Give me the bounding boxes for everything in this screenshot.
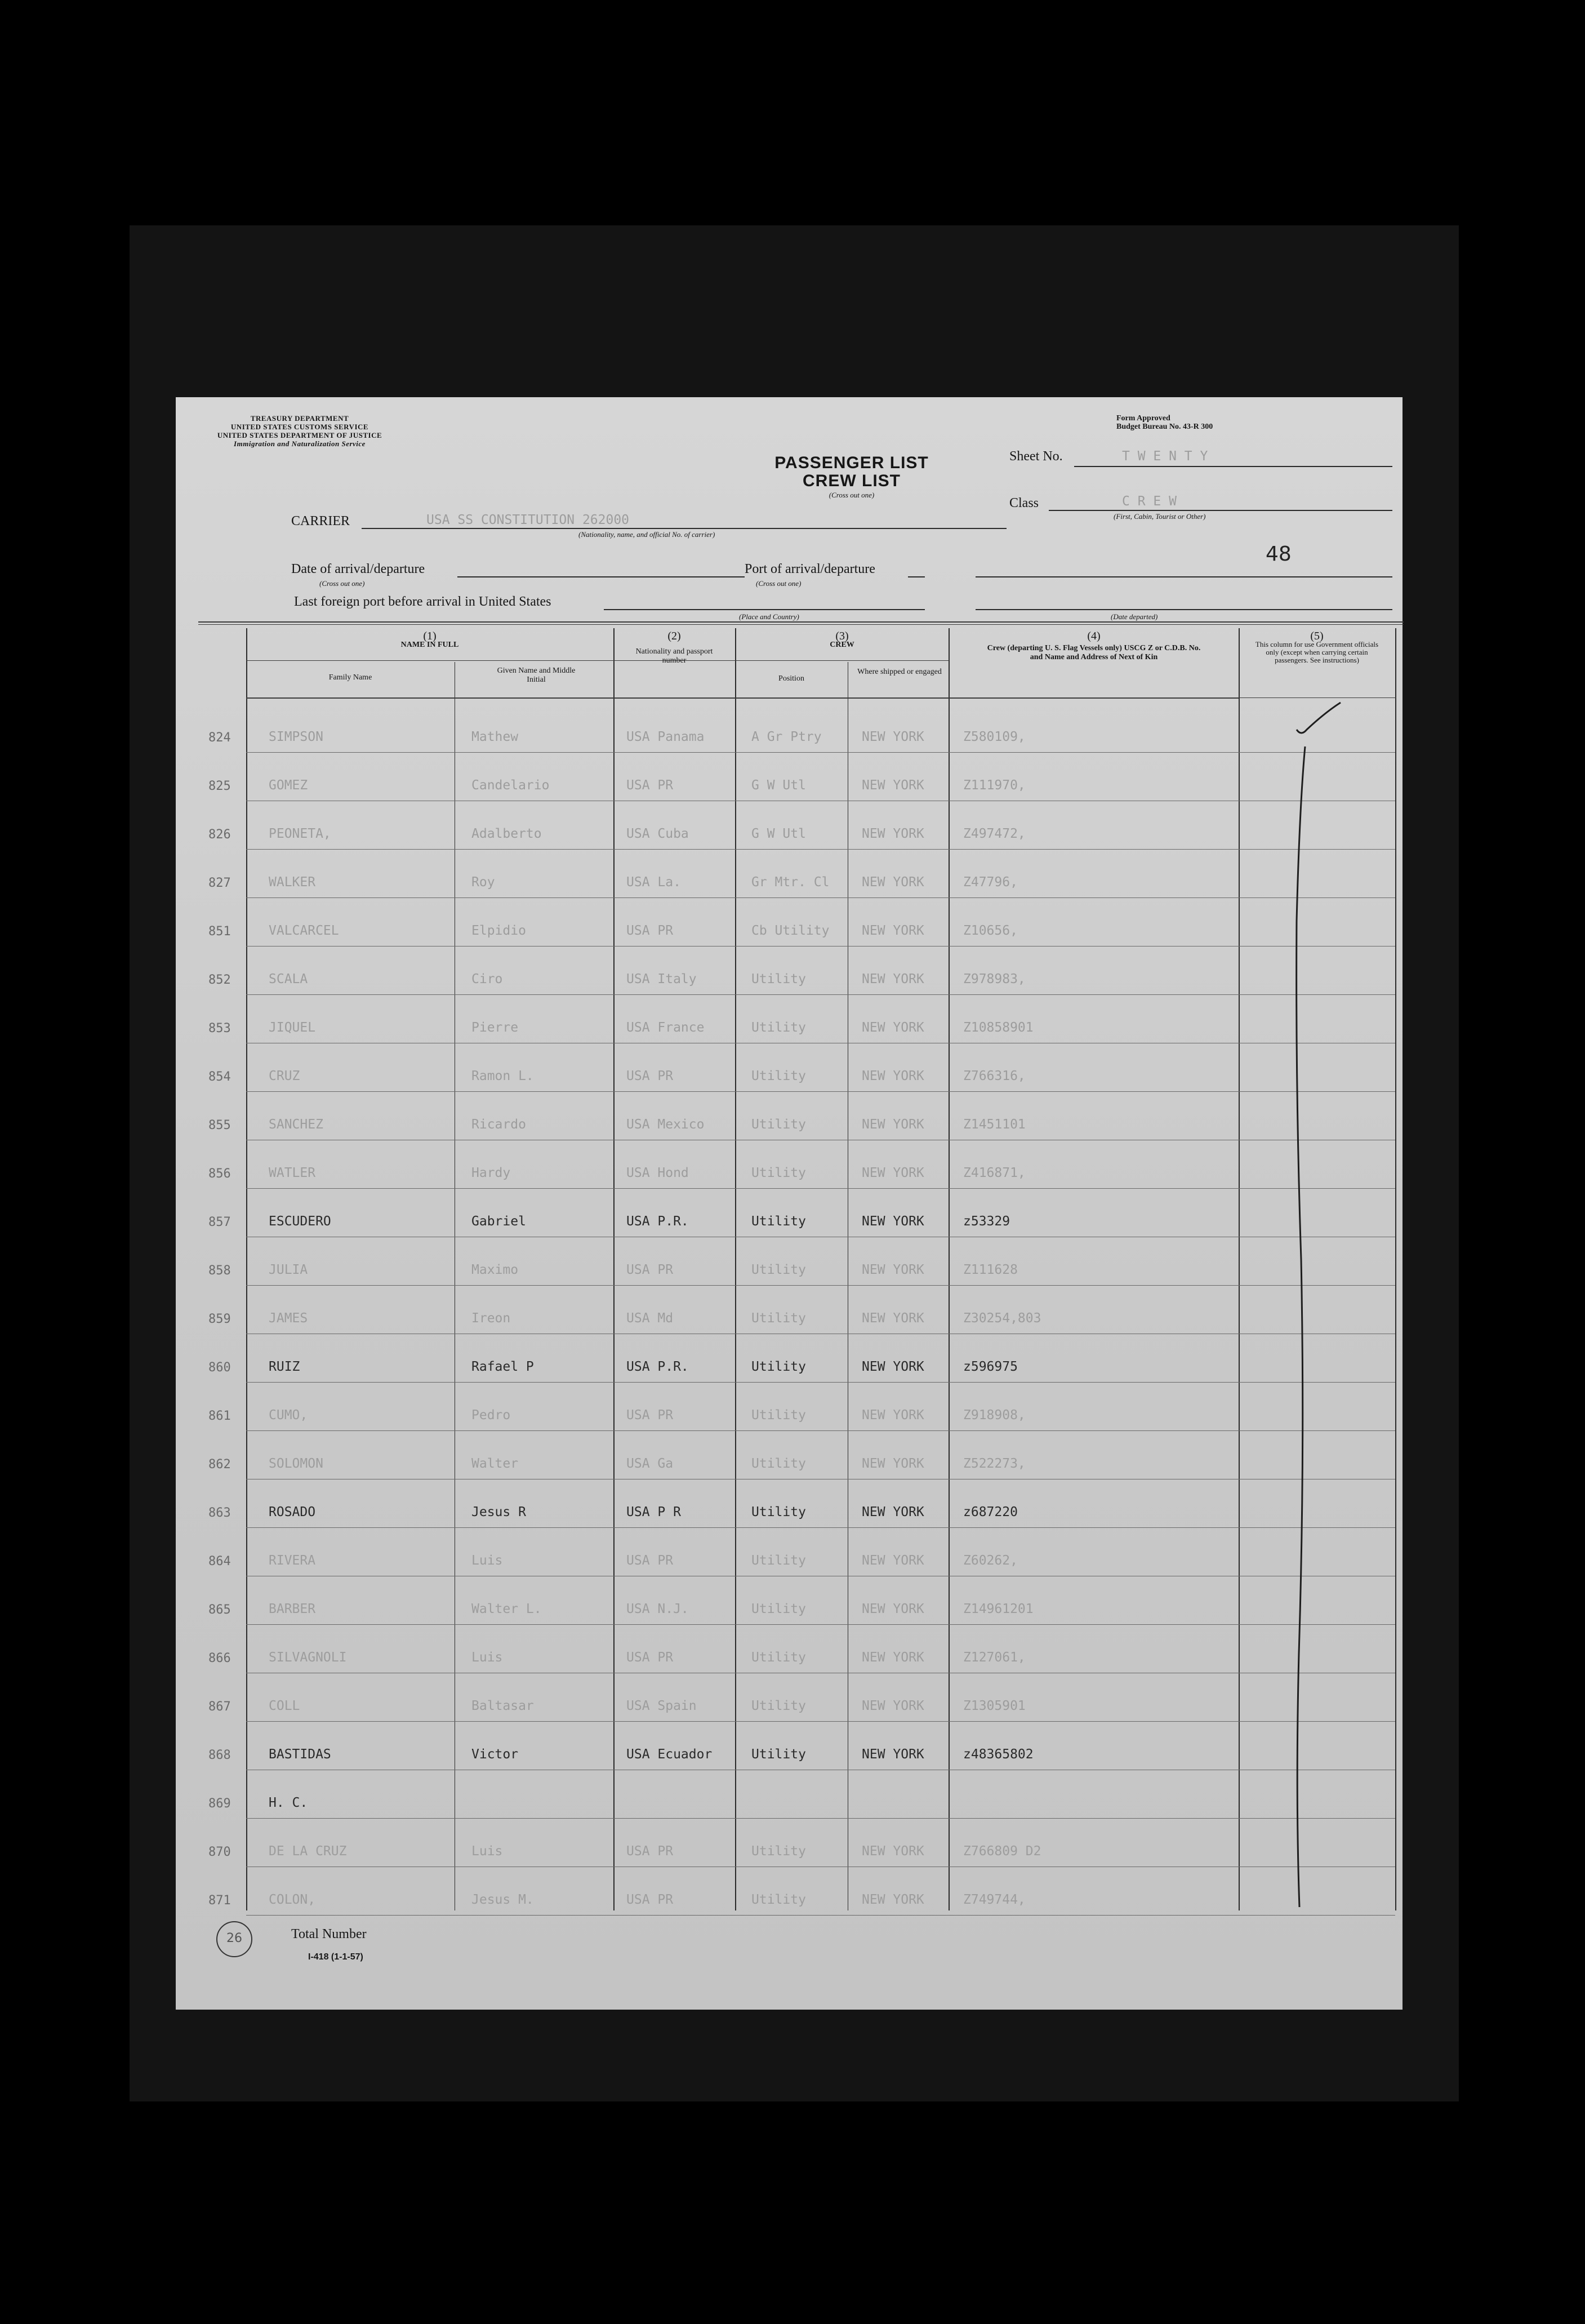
class-label: Class (1009, 496, 1039, 510)
cell-given: Elpidio (471, 923, 526, 938)
row-rule (246, 849, 1395, 850)
cell-pos: Utility (751, 1505, 806, 1519)
cell-nat: USA P.R. (626, 1214, 689, 1229)
total-count: 26 (226, 1931, 242, 1945)
cell-family: SANCHEZ (269, 1117, 323, 1132)
cell-given: Pierre (471, 1020, 519, 1035)
cell-where: NEW YORK (862, 1117, 924, 1132)
cell-family: WATLER (269, 1166, 316, 1180)
cell-given: Walter L. (471, 1602, 542, 1616)
cell-nat: USA La. (626, 875, 681, 890)
col5-header (1243, 632, 1391, 664)
cell-crew: Z416871, (963, 1166, 1026, 1180)
cell-crew: Z30254,803 (963, 1311, 1041, 1326)
cell-given: Candelario (471, 778, 550, 793)
class-value: C R E W (1122, 494, 1177, 509)
row-number: 859 (208, 1312, 231, 1326)
row-rule (246, 1430, 1395, 1431)
cell-pos: Utility (751, 1747, 806, 1762)
cell-crew: Z918908, (963, 1408, 1026, 1423)
cell-crew: Z1451101 (963, 1117, 1026, 1132)
cell-where: NEW YORK (862, 923, 924, 938)
col-position-header: Position (778, 674, 804, 683)
row-rule (246, 1188, 1395, 1189)
cell-crew: Z978983, (963, 972, 1026, 987)
cell-family: ESCUDERO (269, 1214, 331, 1229)
col2-header (618, 632, 731, 665)
col5-title: This column for use Government officials only (except when carrying certain passengers. See instructions) (1255, 640, 1379, 664)
cell-crew: z687220 (963, 1505, 1018, 1519)
date-note: (Cross out one) (319, 579, 365, 588)
row-number: 862 (208, 1458, 231, 1472)
cell-given: Gabriel (471, 1214, 526, 1229)
col1-number: (1) (423, 630, 437, 642)
cell-nat: USA Hond (626, 1166, 689, 1180)
row-number: 824 (208, 731, 231, 745)
cell-where: NEW YORK (862, 1892, 924, 1907)
cell-pos: Cb Utility (751, 923, 830, 938)
cell-where: NEW YORK (862, 1699, 924, 1713)
col4-number: (4) (1087, 630, 1101, 642)
total-number-label: Total Number (291, 1927, 367, 1941)
cell-where: NEW YORK (862, 1747, 924, 1762)
cell-given: Pedro (471, 1408, 511, 1423)
cell-family: COLL (269, 1699, 300, 1713)
last-port-label: Last foreign port before arrival in United States (294, 594, 551, 609)
cell-crew: Z111628 (963, 1263, 1018, 1277)
port-label: Port of arrival/departure (745, 562, 875, 576)
cell-where: NEW YORK (862, 1408, 924, 1423)
cell-where: NEW YORK (862, 826, 924, 841)
cell-nat: USA PR (626, 923, 674, 938)
form-approved-line-1: Form Approved (1116, 414, 1170, 423)
cell-pos: Utility (751, 972, 806, 987)
row-number: 858 (208, 1264, 231, 1278)
cell-family: VALCARCEL (269, 923, 339, 938)
cell-where: NEW YORK (862, 1844, 924, 1859)
cell-nat: USA PR (626, 1263, 674, 1277)
row-number: 864 (208, 1554, 231, 1568)
col2-title: Nationality and passport number (635, 647, 713, 665)
col-family-header: Family Name (328, 673, 372, 682)
cell-given: Walter (471, 1456, 519, 1471)
cell-family: CRUZ (269, 1069, 300, 1083)
cell-crew: Z10858901 (963, 1020, 1034, 1035)
row-number: 856 (208, 1167, 231, 1181)
cell-family: GOMEZ (269, 778, 308, 793)
cell-crew: Z127061, (963, 1650, 1026, 1665)
cell-where: NEW YORK (862, 1166, 924, 1180)
cell-family: SOLOMON (269, 1456, 323, 1471)
row-number: 860 (208, 1361, 231, 1375)
cell-where: NEW YORK (862, 1456, 924, 1471)
carrier-value: USA SS CONSTITUTION 262000 (426, 513, 630, 527)
cell-family: DE LA CRUZ (269, 1844, 347, 1859)
cell-family: BARBER (269, 1602, 316, 1616)
cell-family: H. C. (269, 1796, 308, 1810)
dept-line-1: TREASURY DEPARTMENT (250, 414, 349, 423)
cell-given: Luis (471, 1650, 503, 1665)
row-rule (246, 1818, 1395, 1819)
cell-nat: USA Ga (626, 1456, 674, 1471)
row-number: 853 (208, 1021, 231, 1036)
cell-given: Rafael P (471, 1359, 534, 1374)
cell-nat: USA P.R. (626, 1359, 689, 1374)
cell-crew: Z522273, (963, 1456, 1026, 1471)
cell-family: PEONETA, (269, 826, 331, 841)
cell-pos: Utility (751, 1359, 806, 1374)
col3-number: (3) (835, 630, 849, 642)
cell-pos: Gr Mtr. Cl (751, 875, 830, 890)
cell-family: ROSADO (269, 1505, 316, 1519)
cell-pos: Utility (751, 1263, 806, 1277)
cell-nat: USA PR (626, 1069, 674, 1083)
port-note: (Cross out one) (756, 579, 802, 588)
cell-where: NEW YORK (862, 1505, 924, 1519)
cell-nat: USA Mexico (626, 1117, 705, 1132)
cell-crew: Z580109, (963, 730, 1026, 744)
row-rule (246, 1382, 1395, 1383)
row-number: 827 (208, 876, 231, 890)
cell-crew: Z766809 D2 (963, 1844, 1041, 1859)
cell-crew: Z111970, (963, 778, 1026, 793)
cell-nat: USA Spain (626, 1699, 697, 1713)
cell-family: SIMPSON (269, 730, 323, 744)
cell-where: NEW YORK (862, 972, 924, 987)
row-number: 869 (208, 1797, 231, 1811)
cell-given: Baltasar (471, 1699, 534, 1713)
dept-line-4: Immigration and Naturalization Service (234, 439, 366, 448)
form-number: I-418 (1-1-57) (308, 1952, 363, 1962)
row-rule (246, 1915, 1395, 1916)
cell-crew: Z749744, (963, 1892, 1026, 1907)
col2-number: (2) (667, 630, 681, 642)
col3-header (735, 632, 949, 650)
cell-family: RIVERA (269, 1553, 316, 1568)
cell-where: NEW YORK (862, 1602, 924, 1616)
cell-given: Victor (471, 1747, 519, 1762)
cell-crew: Z766316, (963, 1069, 1026, 1083)
cell-where: NEW YORK (862, 1020, 924, 1035)
cell-given: Luis (471, 1553, 503, 1568)
cell-given: Ireon (471, 1311, 511, 1326)
sheet-no-label: Sheet No. (1009, 449, 1063, 464)
cell-given: Maximo (471, 1263, 519, 1277)
cell-given: Jesus M. (471, 1892, 534, 1907)
cell-family: BASTIDAS (269, 1747, 331, 1762)
form-approved-line-2: Budget Bureau No. 43-R 300 (1116, 423, 1213, 431)
cell-given: Roy (471, 875, 495, 890)
cell-where: NEW YORK (862, 778, 924, 793)
cell-given: Luis (471, 1844, 503, 1859)
cell-family: JIQUEL (269, 1020, 316, 1035)
cell-nat: USA Italy (626, 972, 697, 987)
col4-header (953, 632, 1235, 662)
total-circle (216, 1921, 252, 1957)
cell-nat: USA Cuba (626, 826, 689, 841)
cell-where: NEW YORK (862, 1553, 924, 1568)
cell-crew: Z14961201 (963, 1602, 1034, 1616)
cell-nat: USA Ecuador (626, 1747, 713, 1762)
cell-given: Mathew (471, 730, 519, 744)
row-rule (246, 1285, 1395, 1286)
row-rule (246, 897, 1395, 898)
cell-crew: Z10656, (963, 923, 1018, 938)
cell-family: CUMO, (269, 1408, 308, 1423)
row-number: 851 (208, 925, 231, 939)
cell-given: Adalberto (471, 826, 542, 841)
cell-nat: USA PR (626, 1553, 674, 1568)
cell-pos: Utility (751, 1844, 806, 1859)
row-number: 854 (208, 1070, 231, 1084)
col1-title: NAME IN FULL (400, 641, 459, 649)
handwritten-check-mark (1240, 696, 1392, 1924)
row-number: 866 (208, 1651, 231, 1665)
carrier-label: CARRIER (291, 514, 350, 528)
cell-pos: Utility (751, 1117, 806, 1132)
row-rule (246, 1527, 1395, 1528)
cell-family: SILVAGNOLI (269, 1650, 347, 1665)
cell-where: NEW YORK (862, 1069, 924, 1083)
document-sheet (176, 397, 1403, 2010)
dept-line-2: UNITED STATES CUSTOMS SERVICE (230, 423, 369, 431)
cell-family: SCALA (269, 972, 308, 987)
cell-pos: Utility (751, 1311, 806, 1326)
dept-line-3: UNITED STATES DEPARTMENT OF JUSTICE (217, 431, 382, 439)
col5-number: (5) (1310, 630, 1324, 642)
cell-nat: USA PR (626, 1844, 674, 1859)
cell-nat: USA PR (626, 1892, 674, 1907)
cell-where: NEW YORK (862, 1263, 924, 1277)
cell-family: RUIZ (269, 1359, 300, 1374)
cell-nat: USA France (626, 1020, 705, 1035)
cell-crew: z53329 (963, 1214, 1010, 1229)
col-given-header: Given Name and Middle Initial (497, 666, 576, 684)
cell-family: COLON, (269, 1892, 316, 1907)
department-heading (198, 414, 401, 448)
cell-nat: USA PR (626, 778, 674, 793)
cell-nat: USA PR (626, 1650, 674, 1665)
cell-pos: Utility (751, 1650, 806, 1665)
handwritten-page-number: 48 (1266, 543, 1292, 566)
cell-where: NEW YORK (862, 875, 924, 890)
cell-pos: Utility (751, 1602, 806, 1616)
cell-nat: USA Panama (626, 730, 705, 744)
date-label: Date of arrival/departure (291, 562, 425, 576)
row-number: 861 (208, 1409, 231, 1423)
cell-nat: USA P R (626, 1505, 681, 1519)
cell-where: NEW YORK (862, 1311, 924, 1326)
row-rule (246, 1091, 1395, 1092)
cell-pos: G W Utl (751, 778, 806, 793)
row-rule (246, 752, 1395, 753)
cell-pos: Utility (751, 1166, 806, 1180)
cell-nat: USA N.J. (626, 1602, 689, 1616)
col4-title: Crew (departing U. S. Flag Vessels only) USCG Z or C.D.B. No. and Name and Address of Next of Kin (987, 644, 1201, 661)
cell-where: NEW YORK (862, 1359, 924, 1374)
cell-family: WALKER (269, 875, 316, 890)
cell-pos: Utility (751, 1020, 806, 1035)
row-number: 871 (208, 1894, 231, 1908)
cell-family: JAMES (269, 1311, 308, 1326)
row-rule (246, 946, 1395, 947)
row-number: 863 (208, 1506, 231, 1520)
cell-crew: Z47796, (963, 875, 1018, 890)
cell-given: Jesus R (471, 1505, 526, 1519)
cell-family: JULIA (269, 1263, 308, 1277)
form-approved (1116, 414, 1213, 431)
cell-crew: Z1305901 (963, 1699, 1026, 1713)
cell-given: Ricardo (471, 1117, 526, 1132)
row-rule (246, 994, 1395, 995)
cell-crew: Z497472, (963, 826, 1026, 841)
place-note: (Place and Country) (739, 612, 799, 621)
row-number: 868 (208, 1748, 231, 1762)
carrier-note: (Nationality, name, and official No. of carrier) (578, 530, 715, 539)
cell-where: NEW YORK (862, 1650, 924, 1665)
row-number: 826 (208, 828, 231, 842)
cell-given: Hardy (471, 1166, 511, 1180)
title-crew-list: CREW LIST (803, 472, 901, 490)
row-number: 870 (208, 1845, 231, 1859)
cell-crew: z48365802 (963, 1747, 1034, 1762)
cell-nat: USA Md (626, 1311, 674, 1326)
col-where-header: Where shipped or engaged (857, 668, 942, 676)
cell-nat: USA PR (626, 1408, 674, 1423)
row-rule (246, 1721, 1395, 1722)
class-note: (First, Cabin, Tourist or Other) (1114, 512, 1206, 521)
row-number: 825 (208, 779, 231, 793)
row-number: 857 (208, 1215, 231, 1229)
row-number: 855 (208, 1118, 231, 1132)
cell-pos: Utility (751, 1456, 806, 1471)
row-number: 867 (208, 1700, 231, 1714)
row-number: 865 (208, 1603, 231, 1617)
row-number: 852 (208, 973, 231, 987)
cell-pos: Utility (751, 1408, 806, 1423)
title-passenger-list: PASSENGER LIST (774, 454, 929, 472)
col1-header (246, 632, 613, 650)
cell-pos: A Gr Ptry (751, 730, 822, 744)
cell-where: NEW YORK (862, 1214, 924, 1229)
cell-pos: Utility (751, 1214, 806, 1229)
col3-title: CREW (830, 641, 854, 649)
cell-pos: Utility (751, 1553, 806, 1568)
cell-crew: Z60262, (963, 1553, 1018, 1568)
cell-pos: G W Utl (751, 826, 806, 841)
cell-pos: Utility (751, 1699, 806, 1713)
cell-where: NEW YORK (862, 730, 924, 744)
form-title (739, 454, 964, 500)
cell-crew: z596975 (963, 1359, 1018, 1374)
cell-given: Ramon L. (471, 1069, 534, 1083)
date-departed-note: (Date departed) (1111, 612, 1158, 621)
cell-pos: Utility (751, 1069, 806, 1083)
sheet-no-value: T W E N T Y (1122, 449, 1208, 464)
cell-pos: Utility (751, 1892, 806, 1907)
row-rule (246, 1624, 1395, 1625)
cell-given: Ciro (471, 972, 503, 987)
title-note: (Cross out one) (829, 491, 875, 499)
